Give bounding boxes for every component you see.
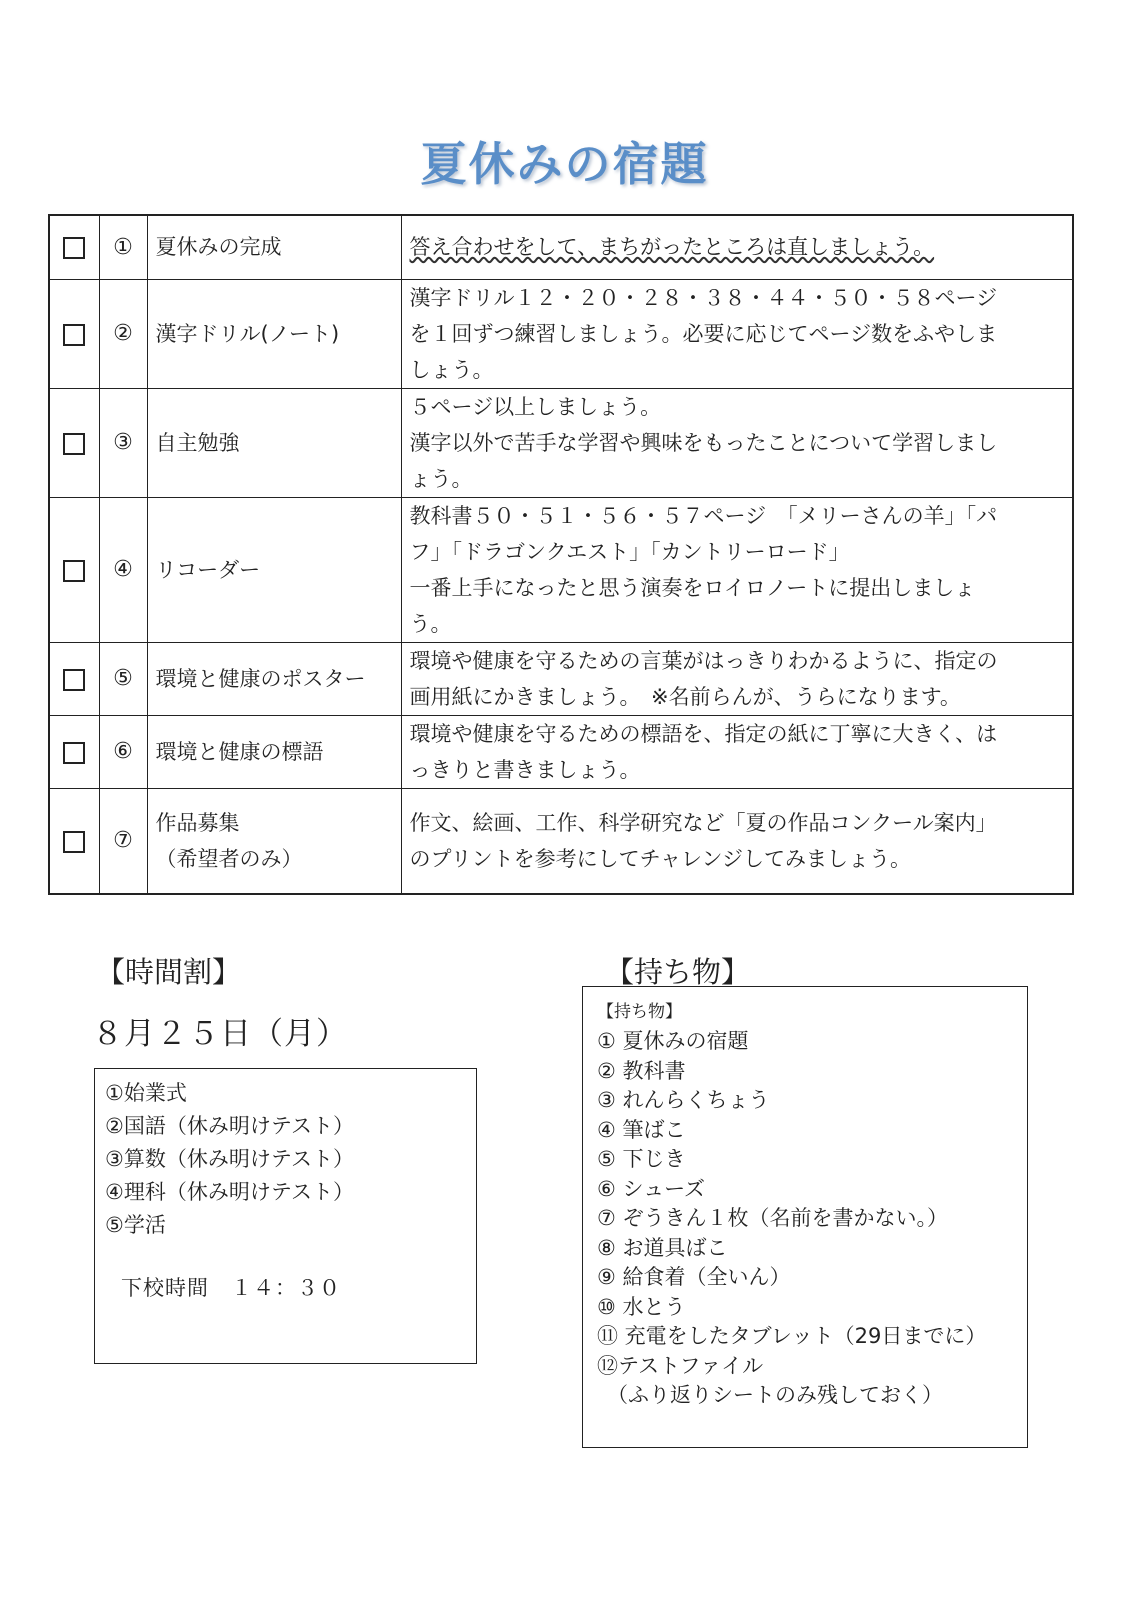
belongings-item: ⑦ ぞうきん１枚（名前を書かない。） [597, 1206, 948, 1230]
schedule-box [94, 1068, 477, 1364]
belongings-item: ⑥ シューズ [597, 1176, 706, 1201]
homework-number: ③ [113, 430, 133, 455]
schedule-heading: 【時間割】 [96, 955, 242, 989]
homework-number: ② [113, 321, 133, 346]
checkbox[interactable] [63, 669, 85, 691]
page-title: 夏休みの宿題 [420, 137, 709, 191]
homework-item: 作品募集 [155, 810, 240, 835]
homework-row [49, 497, 1073, 642]
period-item: ③算数（休み明けテスト） [105, 1147, 354, 1171]
belongings-item: ⑫テストファイル [597, 1353, 764, 1378]
homework-table [48, 214, 1074, 895]
checkbox[interactable] [63, 831, 85, 853]
period-item: ①始業式 [105, 1081, 187, 1105]
homework-desc-line: 画用紙にかきましょう。 ※名前らんが、うらになります。 [409, 684, 961, 709]
homework-desc-line: ょう。 [409, 466, 473, 491]
belongings-item: ⑨ 給食着（全いん） [597, 1265, 791, 1289]
homework-desc-line: 漢字以外で苦手な学習や興味をもったことについて学習しまし [409, 430, 998, 455]
belongings-box [582, 986, 1028, 1448]
checkbox[interactable] [63, 742, 85, 764]
homework-desc-line: 作文、絵画、工作、科学研究など「夏の作品コンクール案内」 [409, 810, 997, 835]
homework-row [49, 388, 1073, 497]
homework-item: 自主勉強 [155, 430, 240, 455]
homework-item: 漢字ドリル(ノート) [155, 321, 340, 346]
checkbox[interactable] [63, 560, 85, 582]
homework-desc-line: 答え合わせをして、まちがったところは直しましょう。 [409, 235, 935, 260]
belongings-item: ④ 筆ばこ [597, 1117, 686, 1142]
period-item: ⑤学活 [105, 1213, 166, 1237]
belongings-item: ② 教科書 [597, 1058, 686, 1083]
homework-item-sub: （希望者のみ） [155, 846, 303, 871]
belongings-item: ⑤ 下じき [597, 1147, 686, 1171]
homework-item: 環境と健康の標語 [155, 739, 324, 764]
homework-number: ⑤ [113, 666, 133, 691]
belongings-item: ⑪ 充電をしたタブレット（29日までに） [597, 1324, 987, 1348]
homework-item: リコーダー [155, 557, 261, 582]
period-item: ②国語（休み明けテスト） [105, 1114, 354, 1138]
homework-desc-line: フ」「ドラゴンクエスト」「カントリーロード」 [409, 539, 850, 564]
homework-row [49, 788, 1073, 894]
belongings-heading: 【持ち物】 [605, 955, 751, 989]
homework-desc-line: 漢字ドリル１２・２０・２８・３８・４４・５０・５８ページ [409, 285, 998, 310]
homework-item: 環境と健康のポスター [155, 666, 366, 691]
belongings-item: ⑧ お道具ばこ [597, 1235, 728, 1260]
homework-desc-line: ５ページ以上しましょう。 [409, 394, 662, 419]
homework-number: ⑦ [113, 828, 133, 854]
homework-desc-line: のプリントを参考にしてチャレンジしてみましょう。 [409, 846, 911, 871]
belongings-item: ⑩ 水とう [597, 1294, 686, 1319]
period-item: ④理科（休み明けテスト） [105, 1180, 354, 1204]
belongings-box-title: 【持ち物】 [597, 1002, 682, 1022]
homework-row [49, 215, 1073, 279]
homework-item: 夏休みの完成 [155, 235, 282, 260]
homework-desc-line: しょう。 [409, 357, 494, 382]
homework-desc-line: 教科書５０・５１・５６・５７ページ 「メリーさんの羊」「パ [409, 503, 998, 528]
homework-number: ④ [113, 557, 133, 582]
homework-number: ① [113, 234, 133, 260]
homework-row [49, 715, 1073, 788]
homework-desc-line: 一番上手になったと思う演奏をロイロノートに提出しましょ [409, 575, 976, 600]
belongings-note: （ふり返りシートのみ残しておく） [607, 1383, 943, 1407]
checkbox[interactable] [63, 237, 85, 259]
homework-desc-line: 環境や健康を守るための標語を、指定の紙に丁寧に大きく、は [409, 721, 998, 746]
schedule-date: ８月２５日（月） [92, 1016, 348, 1052]
homework-desc-line: 環境や健康を守るための言葉がはっきりわかるように、指定の [409, 648, 998, 673]
belongings-item: ③ れんらくちょう [597, 1088, 770, 1112]
homework-row [49, 279, 1073, 388]
homework-number: ⑥ [113, 739, 133, 764]
homework-desc-line: う。 [409, 611, 452, 636]
dismissal-time: 下校時間 １４：３０ [121, 1276, 341, 1300]
belongings-item: ① 夏休みの宿題 [597, 1029, 749, 1053]
homework-desc-line: っきりと書きましょう。 [409, 757, 641, 782]
homework-desc-line: を１回ずつ練習しましょう。必要に応じてページ数をふやしま [409, 321, 998, 346]
homework-row [49, 642, 1073, 715]
checkbox[interactable] [63, 433, 85, 455]
checkbox[interactable] [63, 324, 85, 346]
